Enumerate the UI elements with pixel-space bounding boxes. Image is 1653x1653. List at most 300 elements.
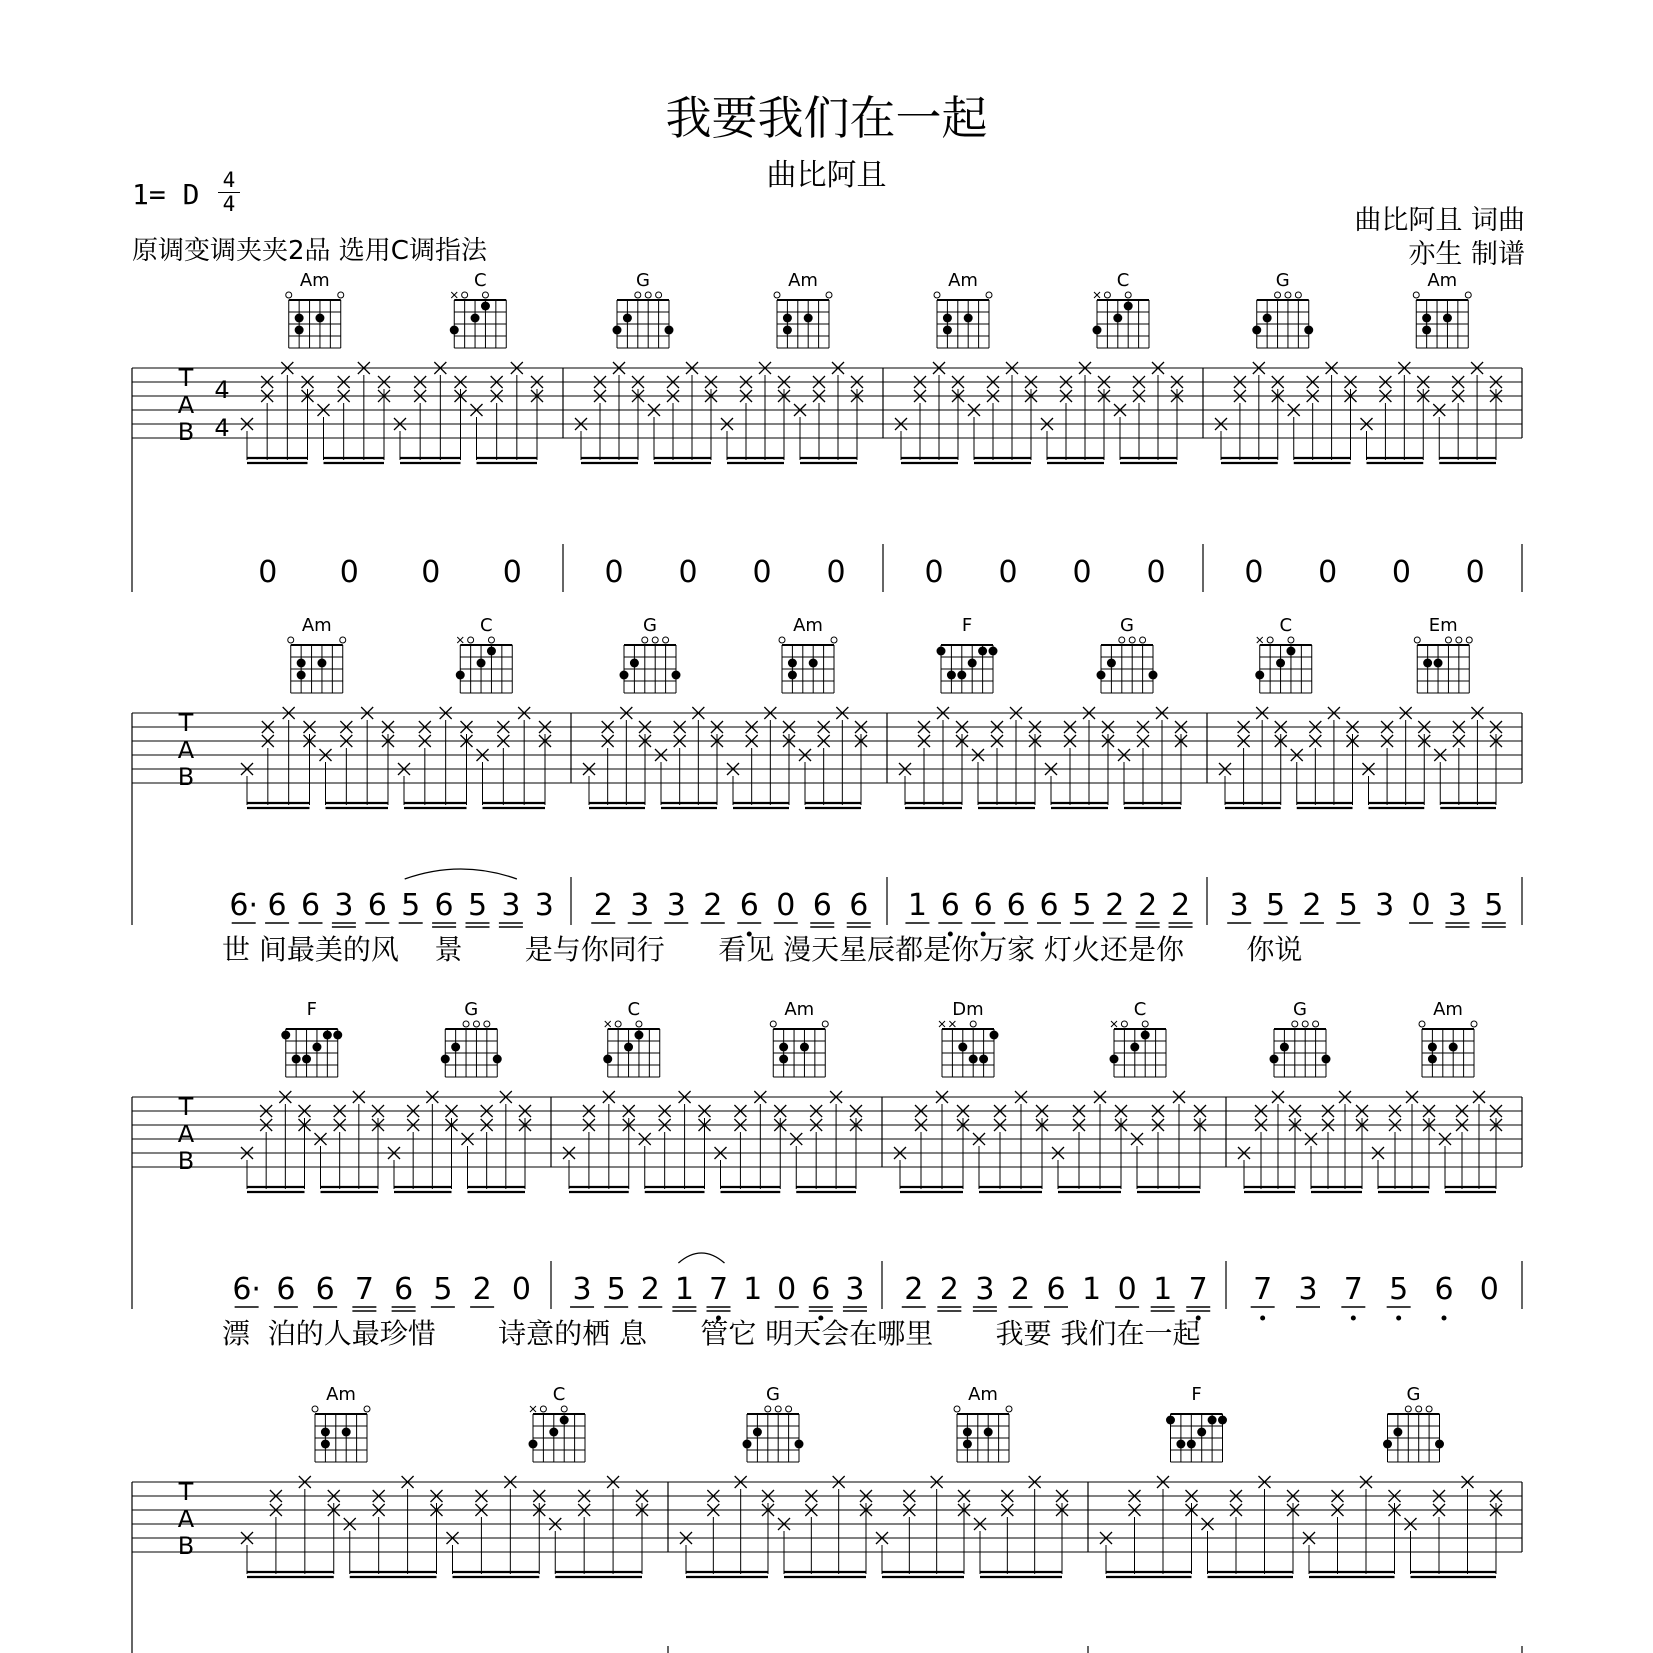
chord-name: C <box>479 615 493 636</box>
chord-finger-dot <box>620 671 629 680</box>
jianpu-note: 2 <box>1302 888 1322 923</box>
chord-finger-dot <box>1422 314 1431 323</box>
jianpu-note: 2 <box>1010 1272 1030 1307</box>
chord-finger-dot <box>315 314 324 323</box>
chord-finger-dot <box>529 1440 538 1449</box>
jianpu-note: 3 <box>1229 888 1249 923</box>
jianpu-note: 6 <box>267 888 287 923</box>
chord-finger-dot <box>630 659 639 668</box>
chord-finger-dot <box>297 659 306 668</box>
jianpu-note: 0 <box>511 1272 531 1307</box>
chord-finger-dot <box>1428 1055 1437 1064</box>
chord-finger-dot <box>1449 1043 1458 1052</box>
jianpu-note: 0 <box>1117 1272 1137 1307</box>
chord-open-marker <box>1313 1021 1319 1027</box>
chord-finger-dot <box>943 326 952 335</box>
tab-clef-letter: A <box>177 1120 195 1148</box>
chord-diagram <box>1097 615 1158 693</box>
jianpu-note: 0 <box>1072 555 1092 590</box>
chord-open-marker <box>1413 292 1419 298</box>
tab-clef-letter: B <box>177 763 195 791</box>
key-signature: 1= D <box>132 178 200 211</box>
chord-finger-dot <box>1304 326 1313 335</box>
chord-diagram <box>1255 615 1312 693</box>
jianpu-slur <box>678 1253 724 1263</box>
chord-name: C <box>473 270 487 291</box>
chord-name: C <box>1116 270 1130 291</box>
chord-finger-dot <box>788 671 797 680</box>
jianpu-note: 6· <box>229 888 259 923</box>
chord-open-marker <box>1140 637 1146 643</box>
jianpu-note: 2 <box>593 888 613 923</box>
chord-diagram <box>934 270 992 348</box>
chord-finger-dot <box>1383 1440 1392 1449</box>
chord-open-marker <box>826 292 832 298</box>
chord-finger-dot <box>800 1043 809 1052</box>
chord-open-marker <box>462 292 468 298</box>
chord-open-marker <box>1419 1021 1425 1027</box>
chord-name: G <box>1275 270 1290 291</box>
chord-finger-dot <box>624 1043 633 1052</box>
chord-open-marker <box>635 292 641 298</box>
chord-finger-dot <box>937 647 946 656</box>
tab-clef-letter: A <box>177 391 195 419</box>
jianpu-note: 2 <box>1105 888 1125 923</box>
chord-open-marker <box>765 1406 771 1412</box>
chord-finger-dot <box>1097 671 1106 680</box>
chord-finger-dot <box>297 671 306 680</box>
chord-finger-dot <box>295 314 304 323</box>
chord-open-marker <box>473 1021 479 1027</box>
chord-finger-dot <box>1208 1416 1217 1425</box>
chord-diagram <box>288 615 346 693</box>
chord-open-marker <box>970 1021 976 1027</box>
jianpu-note: 0 <box>826 555 846 590</box>
chord-open-marker <box>484 1021 490 1027</box>
chord-open-marker <box>663 637 669 643</box>
chord-diagram <box>1270 999 1331 1077</box>
chord-diagram <box>743 1384 804 1462</box>
chord-name: G <box>1406 1384 1421 1405</box>
jianpu-note: 0 <box>678 555 698 590</box>
chord-finger-dot <box>1107 659 1116 668</box>
chord-open-marker <box>1142 1021 1148 1027</box>
chord-finger-dot <box>969 1055 978 1064</box>
chord-finger-dot <box>450 326 459 335</box>
jianpu-note: 2 <box>703 888 723 923</box>
chord-open-marker <box>1416 1406 1422 1412</box>
jianpu-note: 7 <box>1253 1272 1273 1307</box>
jianpu-note: 6 <box>973 888 993 923</box>
chord-diagram <box>954 1384 1012 1462</box>
chord-name: Am <box>788 270 818 291</box>
jianpu-note: 3 <box>572 1272 592 1307</box>
chord-finger-dot <box>1149 671 1158 680</box>
jianpu-note: 6 <box>315 1272 335 1307</box>
chord-open-marker <box>288 637 294 643</box>
chord-name: Am <box>968 1384 998 1405</box>
jianpu-note: 0 <box>752 555 772 590</box>
chord-open-marker <box>1267 637 1273 643</box>
tab-clef-letter: B <box>177 1532 195 1560</box>
jianpu-note: 6 <box>276 1272 296 1307</box>
chord-open-marker <box>1292 1021 1298 1027</box>
chord-finger-dot <box>665 326 674 335</box>
chord-finger-dot <box>481 302 490 311</box>
chord-open-marker <box>312 1406 318 1412</box>
chord-finger-dot <box>963 1440 972 1449</box>
jianpu-note: 3 <box>845 1272 865 1307</box>
chord-diagram <box>450 270 507 348</box>
lyrics-line: 漂 泊的人最珍惜 诗意的栖 息 管它 明天会在哪里 我要 我们在一起 <box>222 1317 1201 1350</box>
chord-diagram <box>603 999 660 1077</box>
jianpu-note: 0 <box>998 555 1018 590</box>
jianpu-note: 3 <box>975 1272 995 1307</box>
jianpu-note: 0 <box>776 888 796 923</box>
chord-open-marker <box>1465 292 1471 298</box>
chord-open-marker <box>642 637 648 643</box>
chord-open-marker <box>636 1021 642 1027</box>
jianpu-note: 1 <box>1153 1272 1173 1307</box>
chord-finger-dot <box>779 1043 788 1052</box>
jianpu-note: 0 <box>502 555 522 590</box>
chord-finger-dot <box>964 314 973 323</box>
chord-open-marker <box>652 637 658 643</box>
chord-diagram <box>529 1384 586 1462</box>
chord-open-marker <box>775 1406 781 1412</box>
chord-finger-dot <box>1187 1440 1196 1449</box>
chord-finger-dot <box>1130 1043 1139 1052</box>
chord-open-marker <box>1414 637 1420 643</box>
chord-finger-dot <box>978 647 987 656</box>
capo-note: 原调变调夹夹2品 选用C调指法 <box>132 236 487 266</box>
chord-diagram <box>441 999 502 1077</box>
jianpu-note: 1 <box>1082 1272 1102 1307</box>
chord-name: F <box>1191 1384 1202 1405</box>
chord-name: G <box>1293 999 1307 1020</box>
jianpu-note: 2 <box>939 1272 959 1307</box>
chord-diagram <box>1419 999 1477 1077</box>
jianpu-note: 6 <box>811 1272 831 1307</box>
chord-finger-dot <box>302 1055 311 1064</box>
chord-finger-dot <box>441 1055 450 1064</box>
chord-open-marker <box>934 292 940 298</box>
jianpu-octave-dot <box>1442 1316 1447 1321</box>
tab-clef-letter: A <box>177 1505 195 1533</box>
chord-diagram <box>312 1384 370 1462</box>
jianpu-note: 1 <box>674 1272 694 1307</box>
chord-diagram <box>1093 270 1150 348</box>
chord-open-marker <box>1006 1406 1012 1412</box>
chord-open-marker <box>822 1021 828 1027</box>
jianpu-note: 3 <box>1298 1272 1318 1307</box>
chord-finger-dot <box>783 326 792 335</box>
chord-finger-dot <box>342 1428 351 1437</box>
chord-finger-dot <box>1197 1428 1206 1437</box>
tab-clef-letter: B <box>177 418 195 446</box>
chord-open-marker <box>1471 1021 1477 1027</box>
jianpu-note: 3 <box>1375 888 1395 923</box>
chord-finger-dot <box>672 671 681 680</box>
chord-finger-dot <box>1166 1416 1175 1425</box>
chord-finger-dot <box>743 1440 752 1449</box>
jianpu-note: 6 <box>394 1272 414 1307</box>
chord-open-marker <box>1288 637 1294 643</box>
jianpu-note: 1 <box>907 888 927 923</box>
chord-open-marker <box>340 637 346 643</box>
jianpu-note: 5 <box>606 1272 626 1307</box>
chord-finger-dot <box>1423 659 1432 668</box>
chord-open-marker <box>468 637 474 643</box>
chord-finger-dot <box>1435 1440 1444 1449</box>
chord-name: Am <box>1433 999 1463 1020</box>
chord-finger-dot <box>1218 1416 1227 1425</box>
jianpu-note: 3 <box>1447 888 1467 923</box>
jianpu-note: 0 <box>1318 555 1338 590</box>
jianpu-note: 0 <box>604 555 624 590</box>
chord-finger-dot <box>613 326 622 335</box>
chord-diagram <box>1413 270 1471 348</box>
chord-finger-dot <box>456 671 465 680</box>
chord-finger-dot <box>1434 659 1443 668</box>
chord-finger-dot <box>1422 326 1431 335</box>
tab-clef-letter: A <box>177 736 195 764</box>
chord-diagram <box>1252 270 1313 348</box>
chord-name: C <box>1279 615 1293 636</box>
chord-name: F <box>306 999 317 1020</box>
chord-open-marker <box>364 1406 370 1412</box>
jianpu-note: 3 <box>501 888 521 923</box>
chord-open-marker <box>1302 1021 1308 1027</box>
chord-finger-dot <box>943 314 952 323</box>
jianpu-note: 0 <box>1465 555 1485 590</box>
jianpu-note: 5 <box>1484 888 1504 923</box>
jianpu-note: 3 <box>666 888 686 923</box>
jianpu-note: 1 <box>743 1272 763 1307</box>
chord-open-marker <box>770 1021 776 1027</box>
chord-finger-dot <box>1443 314 1452 323</box>
chord-open-marker <box>1405 1406 1411 1412</box>
chord-open-marker <box>645 292 651 298</box>
chord-finger-dot <box>623 314 632 323</box>
chord-finger-dot <box>963 1428 972 1437</box>
tab-system <box>132 1091 1522 1350</box>
chord-diagram <box>1166 1384 1227 1462</box>
chord-name: Dm <box>952 999 984 1020</box>
chord-finger-dot <box>804 314 813 323</box>
credit-words-music: 曲比阿且 词曲 <box>1354 205 1525 236</box>
jianpu-octave-dot <box>1396 1316 1401 1321</box>
time-signature-numerator: 4 <box>222 168 236 192</box>
song-artist: 曲比阿且 <box>766 158 887 193</box>
jianpu-note: 0 <box>258 555 278 590</box>
jianpu-note: 6 <box>940 888 960 923</box>
jianpu-note: 6 <box>367 888 387 923</box>
chord-finger-dot <box>979 1055 988 1064</box>
chord-name: Em <box>1428 615 1458 636</box>
chord-open-marker <box>954 1406 960 1412</box>
chord-finger-dot <box>549 1428 558 1437</box>
time-signature-denominator: 4 <box>222 192 236 216</box>
chord-diagram <box>937 615 998 693</box>
chord-finger-dot <box>1270 1055 1279 1064</box>
jianpu-note: 7 <box>354 1272 374 1307</box>
chord-name: Am <box>301 615 332 636</box>
chord-finger-dot <box>809 659 818 668</box>
jianpu-note: 0 <box>924 555 944 590</box>
jianpu-note: 5 <box>1338 888 1358 923</box>
chord-finger-dot <box>753 1428 762 1437</box>
chord-name: Am <box>1427 270 1458 291</box>
chord-open-marker <box>786 1406 792 1412</box>
chord-finger-dot <box>323 1031 332 1040</box>
tab-clef-letter: T <box>178 1093 194 1121</box>
chord-open-marker <box>540 1406 546 1412</box>
jianpu-note: 0 <box>1411 888 1431 923</box>
jianpu-note: 6 <box>300 888 321 923</box>
jianpu-note: 5 <box>1266 888 1286 923</box>
jianpu-note: 3 <box>630 888 650 923</box>
chord-name: F <box>961 615 973 636</box>
chord-finger-dot <box>1141 1031 1150 1040</box>
chord-diagram <box>286 270 344 348</box>
chord-diagram <box>1110 999 1167 1077</box>
chord-diagram <box>281 999 342 1077</box>
chord-finger-dot <box>312 1043 321 1052</box>
chord-name: Am <box>948 270 978 291</box>
chord-finger-dot <box>1176 1440 1185 1449</box>
jianpu-note: 6 <box>1006 888 1026 923</box>
chord-diagram <box>456 615 513 693</box>
chord-finger-dot <box>968 659 977 668</box>
jianpu-note: 7 <box>708 1272 729 1307</box>
jianpu-note: 0 <box>339 555 359 590</box>
credit-transcriber: 亦生 制谱 <box>1408 239 1525 270</box>
chord-diagram <box>620 615 681 693</box>
chord-finger-dot <box>281 1031 290 1040</box>
chord-open-marker <box>1456 637 1462 643</box>
tab-system <box>132 362 1522 592</box>
jianpu-note: 2 <box>904 1272 924 1307</box>
chord-name: Am <box>299 270 330 291</box>
tab-system <box>132 1476 1522 1653</box>
chord-name: Am <box>784 999 815 1020</box>
jianpu-note: 0 <box>777 1272 797 1307</box>
chord-open-marker <box>488 637 494 643</box>
jianpu-note: 6 <box>434 888 454 923</box>
chord-finger-dot <box>1124 302 1133 311</box>
chord-finger-dot <box>1280 1043 1289 1052</box>
jianpu-note: 5 <box>433 1272 453 1307</box>
jianpu-note: 7 <box>1188 1272 1208 1307</box>
jianpu-note: 7 <box>1343 1272 1363 1307</box>
chord-finger-dot <box>1263 314 1272 323</box>
tab-clef-letter: T <box>178 709 194 737</box>
chord-finger-dot <box>477 659 486 668</box>
jianpu-note: 3 <box>334 888 354 923</box>
chord-open-marker <box>1426 1406 1432 1412</box>
chord-diagram <box>779 615 837 693</box>
chord-open-marker <box>615 1021 621 1027</box>
chord-finger-dot <box>471 314 480 323</box>
chord-open-marker <box>779 637 785 643</box>
jianpu-note: 0 <box>1146 555 1166 590</box>
chord-finger-dot <box>779 1055 788 1064</box>
chord-finger-dot <box>958 1043 967 1052</box>
chord-finger-dot <box>603 1055 612 1064</box>
chord-open-marker <box>831 637 837 643</box>
chord-finger-dot <box>1093 326 1102 335</box>
chord-finger-dot <box>990 1031 999 1040</box>
chord-finger-dot <box>1276 659 1285 668</box>
chord-finger-dot <box>321 1428 330 1437</box>
chord-diagram <box>770 999 828 1077</box>
jianpu-note: 6 <box>849 888 869 923</box>
chord-open-marker <box>1285 292 1291 298</box>
chord-finger-dot <box>1322 1055 1331 1064</box>
chord-name: C <box>1133 999 1147 1020</box>
chord-finger-dot <box>317 659 326 668</box>
chord-open-marker <box>1295 292 1301 298</box>
chord-finger-dot <box>1113 314 1122 323</box>
chord-open-marker <box>656 292 662 298</box>
tab-system <box>132 707 1522 966</box>
chord-name: C <box>627 999 641 1020</box>
jianpu-note: 2 <box>1171 888 1191 923</box>
jianpu-slur <box>405 869 517 879</box>
chord-finger-dot <box>333 1031 342 1040</box>
jianpu-note: 0 <box>1244 555 1264 590</box>
chord-name: G <box>464 999 479 1020</box>
chord-diagram <box>1414 615 1472 693</box>
chord-finger-dot <box>560 1416 569 1425</box>
chord-finger-dot <box>634 1031 643 1040</box>
chord-diagram <box>774 270 832 348</box>
chord-finger-dot <box>487 647 496 656</box>
jianpu-note: 0 <box>421 555 441 590</box>
chord-finger-dot <box>451 1043 460 1052</box>
jianpu-note: 5 <box>401 888 421 923</box>
chord-diagram <box>939 999 999 1077</box>
chord-finger-dot <box>1252 326 1261 335</box>
chord-finger-dot <box>321 1440 330 1449</box>
chord-name: G <box>1120 615 1134 636</box>
chord-name: Am <box>326 1384 356 1405</box>
tab-clef-letter: T <box>178 364 194 392</box>
jianpu-note: 6 <box>812 888 832 923</box>
chord-open-marker <box>1121 1021 1127 1027</box>
lyrics-line: 世 间最美的风 景 是与你同行 看见 漫天星辰都是你万家 灯火还是你 你说 <box>222 933 1303 966</box>
chord-finger-dot <box>1393 1428 1402 1437</box>
chord-open-marker <box>482 292 488 298</box>
chord-diagram <box>1383 1384 1444 1462</box>
chord-open-marker <box>1466 637 1472 643</box>
chord-name: G <box>636 270 650 291</box>
chord-open-marker <box>561 1406 567 1412</box>
chord-open-marker <box>1125 292 1131 298</box>
tab-clef-letter: B <box>177 1147 195 1175</box>
chord-name: G <box>766 1384 780 1405</box>
jianpu-note: 2 <box>640 1272 660 1307</box>
chord-finger-dot <box>1110 1055 1119 1064</box>
chord-name: Am <box>793 615 823 636</box>
chord-open-marker <box>774 292 780 298</box>
jianpu-note: 5 <box>1072 888 1092 923</box>
jianpu-note: 6 <box>1434 1272 1454 1307</box>
chord-open-marker <box>1129 637 1135 643</box>
chord-finger-dot <box>795 1440 804 1449</box>
chord-finger-dot <box>984 1428 993 1437</box>
